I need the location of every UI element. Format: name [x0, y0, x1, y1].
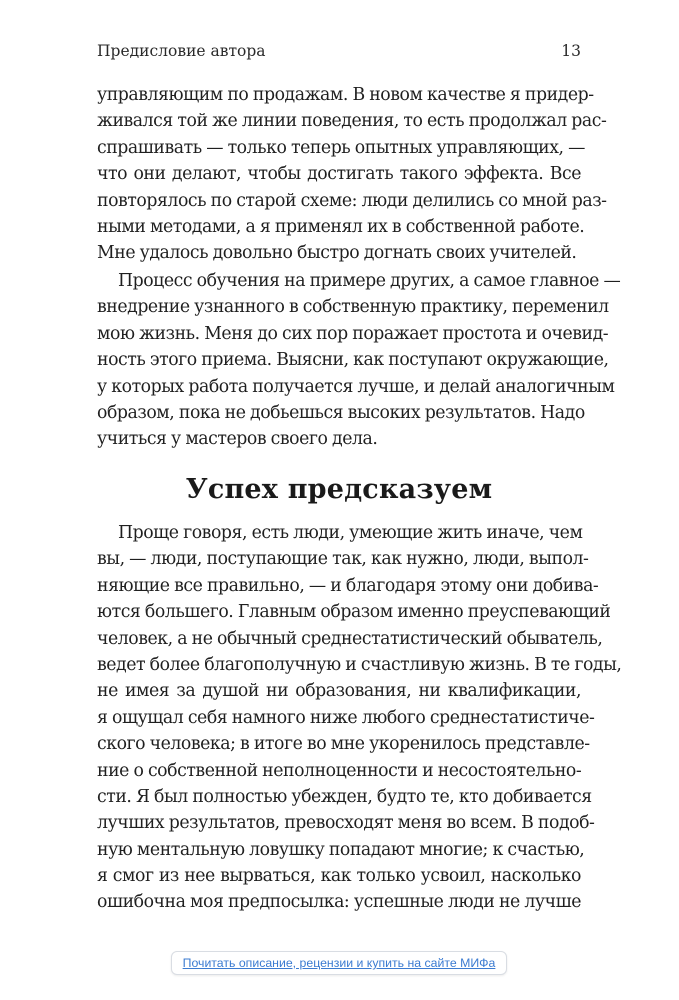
page-number: 13	[561, 42, 581, 60]
paragraph-line: ского человека; в итоге во мне укоренилось представле-	[97, 734, 590, 755]
paragraph-line: образом, пока не добьешься высоких результатов. Надо	[97, 402, 585, 423]
paragraph-line: живался той же линии поведения, то есть продолжал рас-	[97, 111, 607, 132]
paragraph-line: ную ментальную ловушку попадают многие; к счастью,	[97, 839, 585, 860]
paragraph-3	[97, 520, 622, 916]
paragraph-2	[97, 268, 621, 453]
store-link[interactable]: Почитать описание, рецензии и купить на сайте МИФа	[171, 951, 507, 975]
paragraph-line: Процесс обучения на примере других, а самое главное —	[118, 271, 621, 291]
section-heading: Успех предсказуем	[185, 474, 493, 505]
paragraph-line: лучших результатов, превосходят меня во всем. В подоб-	[97, 813, 595, 834]
paragraph-line: внедрение узнанного в собственную практику, переменил	[97, 297, 609, 318]
paragraph-line: ными методами, а я применял их в собственной работе.	[97, 216, 585, 237]
store-link-container	[171, 951, 507, 975]
paragraph-line: спрашивать — только теперь опытных управляющих, —	[97, 137, 585, 158]
paragraph-line: у которых работа получается лучше, и делай аналогичным	[97, 376, 615, 397]
paragraph-line: мою жизнь. Меня до сих пор поражает простота и очевид-	[97, 323, 609, 344]
paragraph-line: я смог из нее вырваться, как только усвоил, насколько	[97, 866, 581, 887]
running-title: Предисловие автора	[97, 42, 266, 60]
paragraph-line: ведет более благополучную и счастливую жизнь. В те годы,	[97, 654, 622, 675]
paragraph-line: Мне удалось довольно быстро догнать своих учителей.	[97, 243, 577, 264]
paragraph-line: учиться у мастеров своего дела.	[97, 429, 378, 450]
paragraph-line: ются большего. Главным образом именно преуспевающий	[97, 602, 611, 623]
paragraph-line: ние о собственной неполноценности и несостоятельно-	[97, 760, 582, 781]
paragraph-line: что они делают, чтобы достигать такого эффекта. Все	[97, 164, 581, 185]
paragraph-1	[97, 82, 607, 267]
paragraph-line: я ощущал себя намного ниже любого среднестатистиче-	[97, 707, 595, 728]
paragraph-line: ность этого приема. Выясни, как поступают окружающие,	[97, 350, 609, 371]
paragraph-line: ошибочна моя предпосылка: успешные люди не лучше	[97, 892, 581, 913]
paragraph-line: няющие все правильно, — и благодаря этому они добива-	[97, 575, 599, 596]
paragraph-line: сти. Я был полностью убежден, будто те, кто добивается	[97, 786, 592, 807]
paragraph-line: Проще говоря, есть люди, умеющие жить иначе, чем	[118, 523, 583, 543]
paragraph-line: вы, — люди, поступающие так, как нужно, люди, выпол-	[97, 549, 589, 570]
paragraph-line: повторялось по старой схеме: люди делились со мной раз-	[97, 190, 607, 211]
paragraph-line: управляющим по продажам. В новом качестве я придер-	[97, 85, 594, 105]
paragraph-line: не имея за душой ни образования, ни квалификации,	[97, 681, 581, 702]
running-header	[97, 42, 581, 66]
paragraph-line: человек, а не обычный среднестатистический обыватель,	[97, 628, 603, 649]
